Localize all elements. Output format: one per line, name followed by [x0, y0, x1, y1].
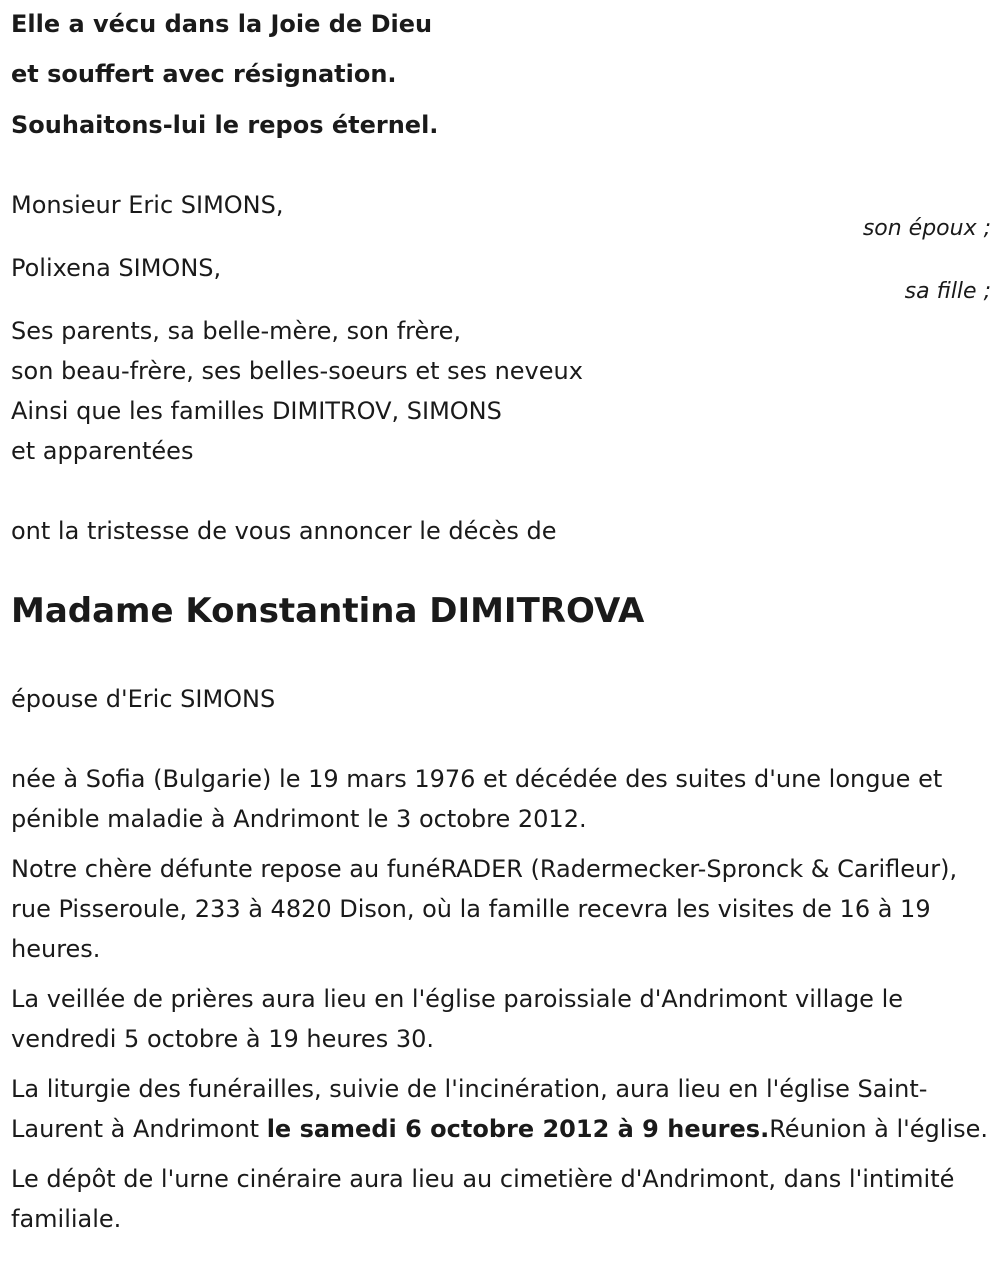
deceased-name: Madame Konstantina DIMITROVA: [11, 591, 645, 631]
relative-daughter: [11, 253, 991, 313]
funeral-meeting: Réunion à l'église.: [769, 1115, 989, 1143]
motto-line: Souhaitons-lui le repos éternel.: [11, 111, 439, 139]
urn-paragraph: Le dépôt de l'urne cinéraire aura lieu au cimetière d'Andrimont, dans l'intimité familiale.: [11, 1165, 955, 1233]
details-block: [11, 759, 991, 1239]
spouse-line: épouse d'Eric SIMONS: [11, 685, 276, 713]
relative-name: Monsieur Eric SIMONS,: [11, 191, 284, 219]
birth-death-paragraph: née à Sofia (Bulgarie) le 19 mars 1976 et décédée des suites d'une longue et pénible maladie à Andrimont le 3 octobre 2012.: [11, 765, 943, 833]
announcement-text: ont la tristesse de vous annoncer le décès de: [11, 517, 557, 545]
vigil-paragraph: La veillée de prières aura lieu en l'église paroissiale d'Andrimont village le vendredi 5 octobre à 19 heures 30.: [11, 985, 904, 1053]
family-line: son beau-frère, ses belles-soeurs et ses neveux: [11, 357, 583, 385]
motto-line: et souffert avec résignation.: [11, 60, 397, 88]
family-line: Ses parents, sa belle-mère, son frère,: [11, 317, 461, 345]
relative-role: son époux ;: [862, 216, 991, 241]
motto-line: Elle a vécu dans la Joie de Dieu: [11, 10, 433, 38]
relative-name: Polixena SIMONS,: [11, 254, 222, 282]
family-line: et apparentées: [11, 437, 194, 465]
family-line: Ainsi que les familles DIMITROV, SIMONS: [11, 397, 502, 425]
relative-role: sa fille ;: [904, 279, 991, 304]
funeral-date: le samedi 6 octobre 2012 à 9 heures.: [266, 1115, 770, 1143]
funeral-intro: La liturgie des funérailles, suivie de l'incinération, aura lieu en l'église Saint-Laurent à Andrimont: [11, 1075, 928, 1143]
funeral-paragraph: [11, 1069, 991, 1149]
repose-paragraph: Notre chère défunte repose au funéRADER (Radermecker-Spronck & Carifleur), rue Pisseroule, 233 à 4820 Dison, où la famille recevra les visites de 16 à 19 heures.: [11, 855, 958, 963]
relative-spouse: [11, 190, 991, 250]
family-block: [11, 311, 991, 471]
